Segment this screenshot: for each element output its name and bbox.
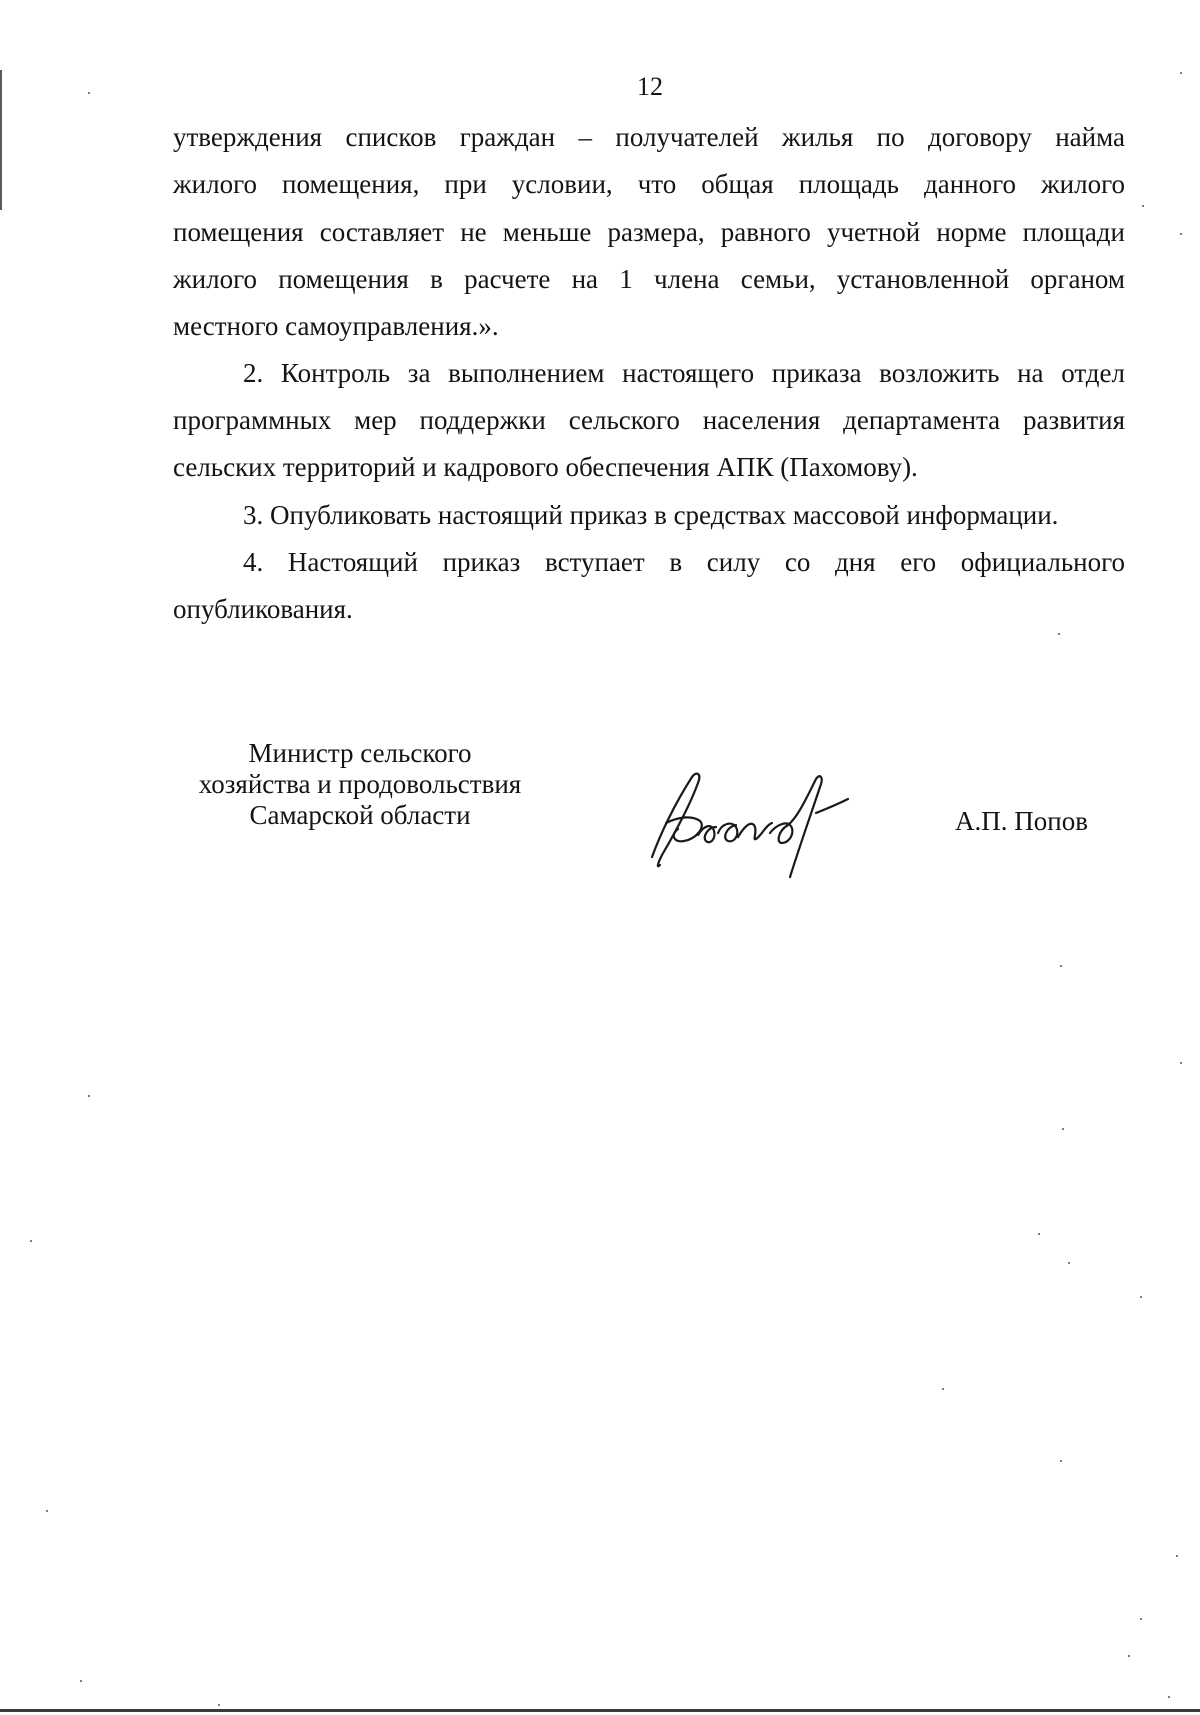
scan-speck	[1038, 1233, 1040, 1235]
scan-speck	[1128, 1655, 1130, 1657]
paragraph-1-line-4: жилого помещения в расчете на 1 члена семьи, установленной органом	[173, 264, 1125, 294]
scan-speck	[1060, 965, 1062, 967]
scan-speck	[1180, 233, 1182, 235]
bottom-scan-edge	[0, 1709, 1200, 1712]
scan-speck	[88, 1095, 90, 1097]
paragraph-2-line-3: сельских территорий и кадрового обеспечения АПК (Пахомову).	[173, 452, 918, 482]
scan-speck	[1058, 633, 1060, 635]
paragraph-1-line-1: утверждения списков граждан – получателей жилья по договору найма	[173, 122, 1125, 152]
scan-speck	[1168, 1696, 1170, 1698]
handwritten-signature	[640, 765, 860, 885]
scan-speck	[30, 1240, 32, 1242]
left-margin-scan-line	[0, 70, 2, 210]
signatory-title	[180, 738, 540, 831]
paragraph-1-line-3: помещения составляет не меньше размера, равного учетной норме площади	[173, 217, 1125, 247]
scan-speck	[1060, 1460, 1062, 1462]
signer-name: А.П. Попов	[955, 806, 1088, 836]
scan-speck	[1140, 1618, 1142, 1620]
paragraph-1-line-5: местного самоуправления.».	[173, 311, 499, 341]
signatory-title-line-3: Самарской области	[249, 800, 471, 830]
signatory-title-line-1: Министр сельского	[248, 738, 472, 768]
scan-speck	[942, 1388, 944, 1390]
scan-speck	[80, 1680, 82, 1682]
paragraph-3-line-1: 3. Опубликовать настоящий приказ в средствах массовой информации.	[243, 500, 1059, 530]
scan-speck	[1140, 1296, 1142, 1298]
scan-speck	[88, 92, 90, 94]
signatory-title-line-2: хозяйства и продовольствия	[198, 769, 522, 799]
scan-speck	[46, 1510, 48, 1512]
paragraph-1-line-2: жилого помещения, при условии, что общая площадь данного жилого	[173, 169, 1125, 199]
paragraph-2-line-2: программных мер поддержки сельского населения департамента развития	[173, 405, 1125, 435]
scan-speck	[1180, 72, 1182, 74]
scan-speck	[1062, 1128, 1064, 1130]
paragraph-2-line-1: 2. Контроль за выполнением настоящего приказа возложить на отдел	[243, 358, 1125, 388]
paragraph-4-line-1: 4. Настоящий приказ вступает в силу со дня его официального	[243, 547, 1125, 577]
scan-speck	[1142, 205, 1144, 207]
scan-speck	[1068, 1262, 1070, 1264]
page-number: 12	[637, 72, 663, 101]
scan-speck	[1180, 1062, 1182, 1064]
scan-speck	[1176, 1555, 1178, 1557]
scan-speck	[218, 1704, 220, 1706]
paragraph-4-line-2: опубликования.	[173, 594, 353, 624]
